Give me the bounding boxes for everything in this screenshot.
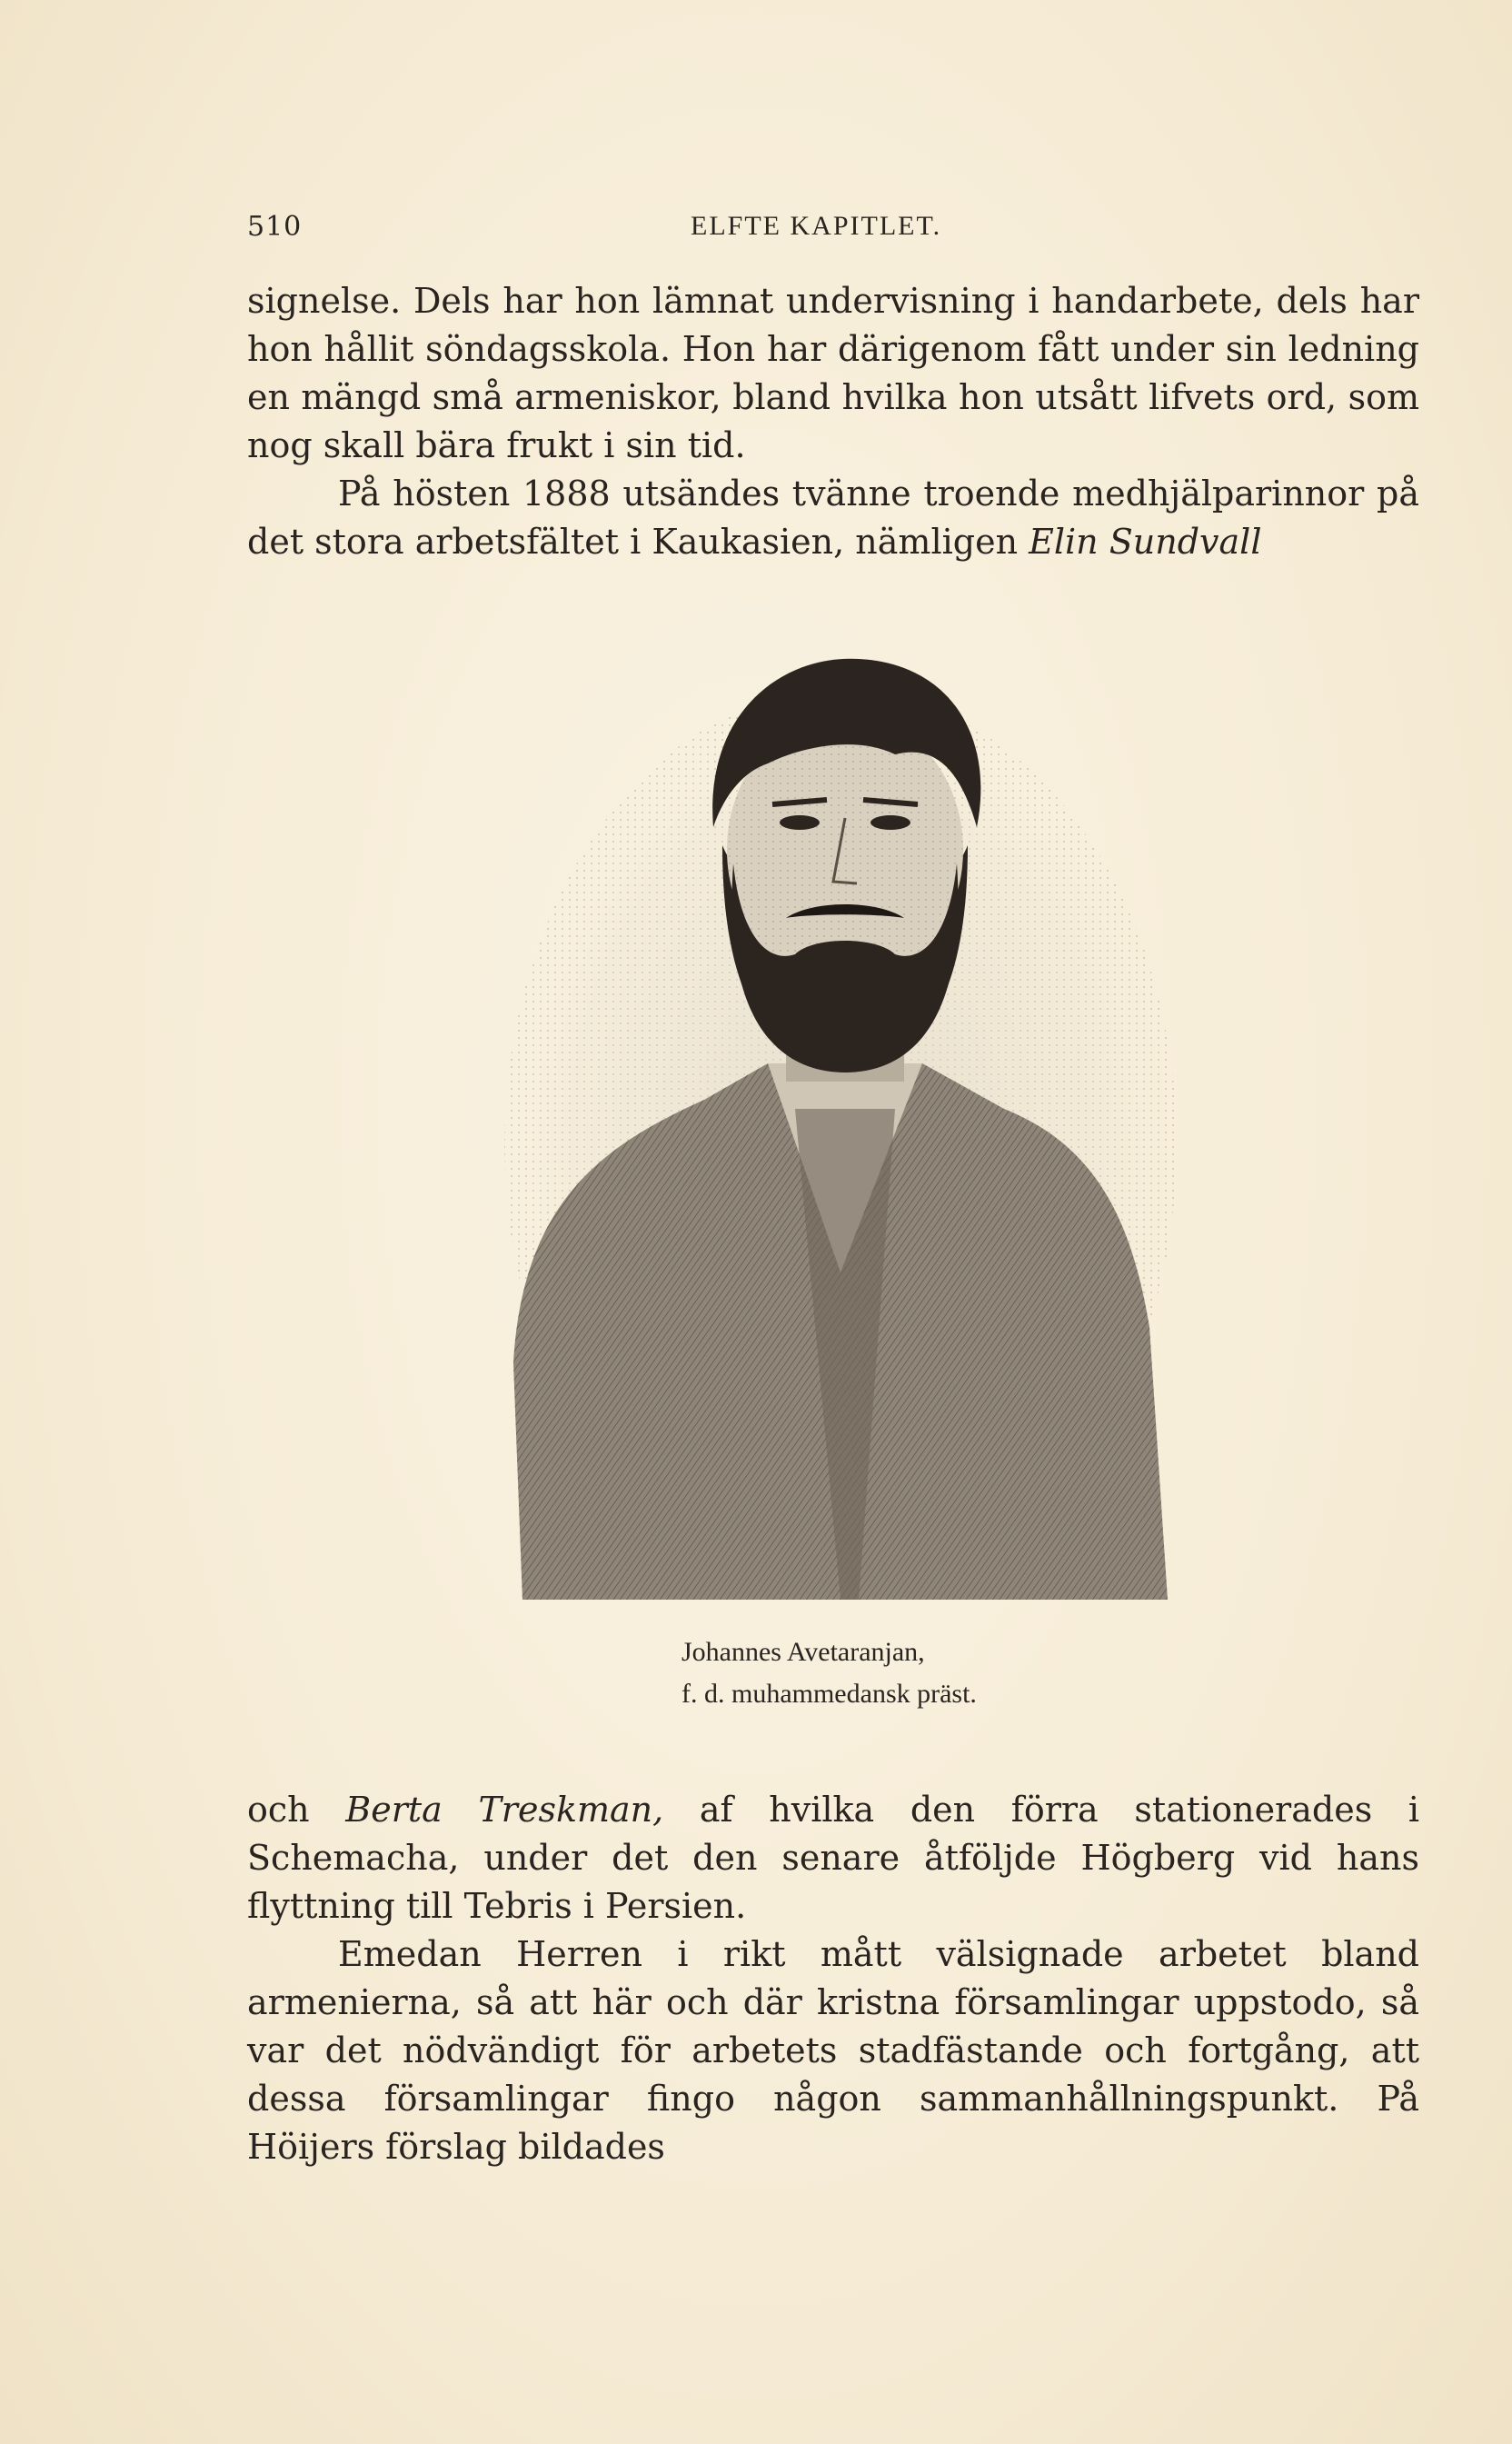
body-text-bottom (247, 1786, 1419, 2171)
page-header (247, 211, 1428, 256)
paragraph-3-rest: af hvilka den förra stationerades i Schemacha, under det den senare åtföljde Högberg vid hans flyttning till Tebris i Persien. (247, 1790, 1419, 1926)
name-elin-sundvall: Elin Sundvall (1029, 522, 1262, 562)
portrait-engraving (495, 636, 1186, 1618)
paragraph-3-start: och (247, 1790, 346, 1830)
name-berta-treskman: Berta Treskman, (345, 1790, 664, 1830)
paragraph-3 (247, 1786, 1419, 1930)
paragraph-2-text: På hösten 1888 utsändes tvänne troende medhjälparinnor på det stora arbetsfältet i Kaukasien, nämligen (247, 474, 1419, 562)
body-text-top (247, 277, 1419, 566)
running-title: ELFTE KAPITLET. (691, 211, 942, 241)
figure-caption (545, 1631, 1090, 1715)
caption-line-2: f. d. muhammedansk präst. (681, 1679, 977, 1709)
page-number: 510 (247, 211, 303, 243)
paragraph-4: Emedan Herren i rikt mått välsignade arbetet bland armenierna, så att här och där kristna församlingar uppstodo, så var det nödvändigt för arbetets stadfästande och fortgång, att dessa församlingar fingo någon sammanhållningspunkt. På Höijers förslag bildades (247, 1934, 1419, 2167)
paragraph-2 (247, 470, 1419, 566)
caption-line-1: Johannes Avetaranjan, (681, 1637, 925, 1667)
paragraph-1: signelse. Dels har hon lämnat undervisning i handarbete, dels har hon hållit söndagsskola. Hon har därigenom fått under sin ledning en mängd små armeniskor, bland hvilka hon utsått lifvets ord, som nog skall bära frukt i sin tid. (247, 281, 1419, 465)
